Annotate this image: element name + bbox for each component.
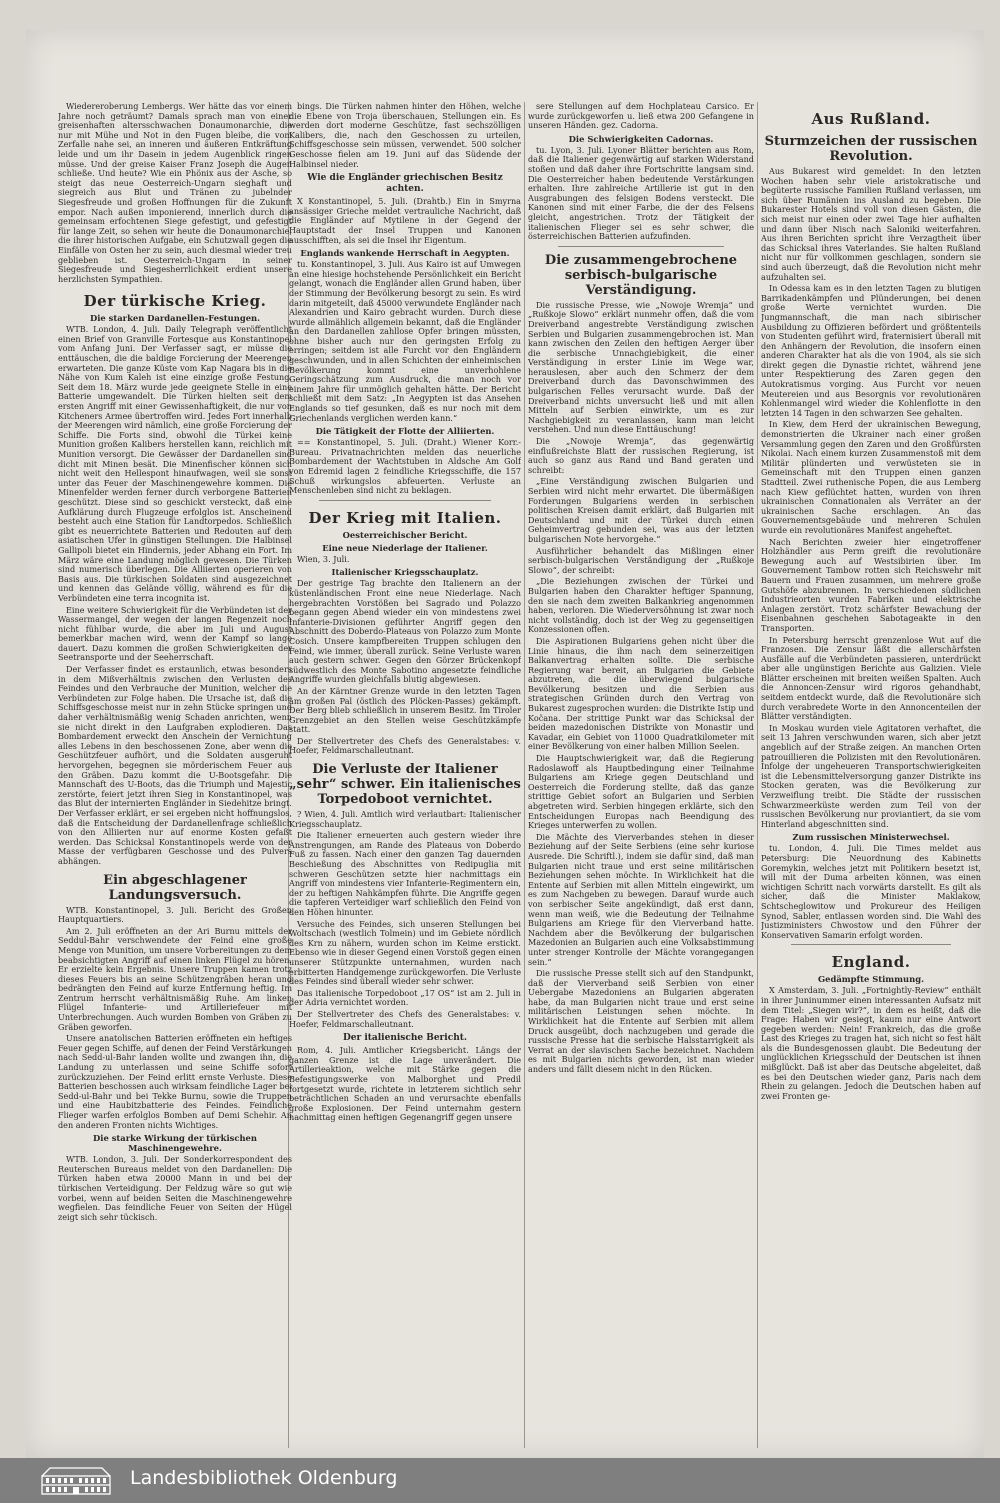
article-subheading: Zum russischen Ministerwechsel. bbox=[792, 832, 950, 843]
section-divider bbox=[791, 944, 951, 945]
article-paragraph: „Die Beziehungen zwischen der Türkei und Bulgarien haben den Charakter heftiger Spannung, den sie nach dem zweiten Balkankrieg angenommen haben, verloren. Die Wiederversöhnung ist zwar noch nicht vollständig, doch ist der Weg zu gegenseitigen Konzessionen offen. bbox=[528, 576, 754, 635]
library-building-icon bbox=[40, 1464, 112, 1496]
article-subheading: Oesterreichischer Bericht. bbox=[342, 529, 468, 540]
article-paragraph: == Konstantinopel, 5. Juli. (Draht.) Wiener Korr.-Bureau. Privatnachrichten melden das neuerliche Bombardement der Wachtstuben in Aldsche Am Golf von Edremid lagen 2 feindliche Kriegsschiffe, die 157 Schuß wirkungslos abfeuerten. Verluste an Menschenleben sind nicht zu beklagen. bbox=[289, 437, 521, 496]
article-paragraph: In Moskau wurden viele Agitatoren verhaftet, die seit 13 Jahren verschwunden waren, sich aber jetzt angeblich auf der Straße zeigen. An manchen Orten patrouillieren die Polizisten mit den Revolutionären. Infolge der ungeheueren Transportschwierigkeiten ist die Lebensmittelversorgung ganzer Distrikte ins Stocken geraten, was die Bevölkerung zur Verzweiflung treibt. Die Städte der russischen Schwarzmeerküste werden zum Teil von der russischen Bevölkerung nur proviantiert, da sie vom Hinterland abgeschnitten sind. bbox=[761, 722, 981, 829]
article-paragraph: Nach Berichten zweier hier eingetroffener Holzhändler aus Perm greift die revolutionäre Bewegung auch auf Westsibirien über. Im Gouvernement Tambow rotten sich Reichswehr mit Bauern und Frauen zusammen, um mehrere große Gutshöfe abzubrennen. In verschiedenen südlichen Industrieorten wurden Fabriken und elektrische Anlagen zerstört. Trotz schärfster Bewachung der Eisenbahnen geschehen Sabotageakte in den Transporten. bbox=[761, 536, 981, 633]
article-paragraph: Eine weitere Schwierigkeit für die Verbündeten ist der Wassermangel, der wegen der langen Regenzeit noch nicht fühlbar wurde, die aber im Juli und August bemerkbar machen wird, wenn der Kampf so lange dauert. Dazu kommen die großen Schwierigkeiten der Seetransporte und der Seeherrschaft. bbox=[58, 604, 292, 663]
column-1 bbox=[58, 102, 292, 1450]
article-subheading: Gedämpfte Stimmung. bbox=[818, 974, 924, 985]
article-paragraph: WTB. London, 4. Juli. Daily Telegraph veröffentlicht einen Brief von Granville Fortesque aus Konstantinopel vom Anfang Juni. Der Verfasser sagt, er müsse die enttäuschen, die die baldige Forcierung der Meerengen erwarteten. Die ganze Küste vom Kap Nagara bis in die Nähe von Kum Kaleh ist eine einzige große Festung. Seit dem 18. März wurde jede geeignete Stelle in eine Batterie umgewandelt. Die Türken hielten seit dem ersten Angriff mit einer Gewissenhaftigkeit, die nur von Kitcheners Armee übertroffen wird. Jedes Fort innerhalb der Meerengen wird nämlich, eine große Forcierung der Schiffe. Die Forts sind, obwohl die Türkei keine Munition großen Kalibers herstellen kann, reichlich mit Munition versorgt. Die Gewässer der Dardanellen sind dicht mit Minen besät. Die Minenfischer können sich nicht weit den Hellespont hinaufwagen, weil sie sonst unter das Feuer der Maschinengewehre kommen. Die Minenfelder werden ferner durch verborgene Batterien geschützt. Diese sind so geschickt versteckt, daß eine Aufklärung durch Flugzeuge erfolglos ist. Anscheinend besteht auch eine Station für Landtorpedos. Schließlich gibt es neuerrichtete Batterien und Redouten auf dem asiatischen Ufer in günstigen Stellungen. Die Halbinsel Gallipoli bietet ein Hindernis, jeder Abhang ein Fort. Im März wäre eine Landung möglich gewesen. Die Türken sind numerisch überlegen. Die Alliierten operieren von Basis aus. Die türkischen Soldaten sind ausgezeichnet und kennen das Gelände völlig, während es für die Verbündeten eine terra incognita ist. bbox=[58, 324, 292, 603]
article-paragraph: Das italienische Torpedoboot „17 OS“ ist am 2. Juli in der Adria vernichtet worden. bbox=[289, 987, 521, 1008]
section-divider bbox=[319, 500, 491, 501]
article-paragraph: X Konstantinopel, 5. Juli. (Drahtb.) Ein in Smyrna ansässiger Grieche meldet vertrauliche Nachricht, daß die Engländer auf Mytilene in der Gegend der Hauptstadt der Insel Truppen und Kanonen ausschifften, als sei die Insel ihr Eigentum. bbox=[289, 196, 521, 245]
article-paragraph: Rom, 4. Juli. Amtlicher Kriegsbericht. Längs der ganzen Grenze ist die Lage unverändert. Die Artillerieaktion, welche mit Stärke gegen die Befestigungswerke von Malborghet und Predil fortgesetzt wurde, richtete in letzterem sichtlich sehr beträchtlichen Schaden an und verursachte ebenfalls große Explosionen. Der Feind unternahm gestern nachmittag einen heftigen Gegenangriff gegen unsere bbox=[289, 1045, 521, 1123]
column-rule bbox=[757, 102, 758, 1448]
section-divider bbox=[558, 246, 724, 247]
article-paragraph: WTB. London, 3. Juli. Der Sonderkorrespondent des Reuterschen Bureaus meldet von den Dardanellen: Die Türken haben etwa 20000 Mann in und bei der türkischen Verteidigung. Der Feldzug wäre so gut wie vorbei, wenn auf beiden Seiten die Maschinengewehre wegfielen. Das feindliche Feuer von Seiten der Hügel zeigt sich sehr tückisch. bbox=[58, 1154, 292, 1222]
section-heading: Aus Rußland. bbox=[811, 110, 931, 128]
article-paragraph: Am 2. Juli eröffneten an der Ari Burnu mittels der Seddul-Bahr verschwendete der Feind eine große Menge von Munition, um unsere Vorbereitungen zu dem beabsichtigten Angriff auf einen linken Flügel zu hören. Er erzielte kein Ergebnis. Unsere Truppen kamen trotz dieses Feuers bis an seine Schützengräben heran und bedrängten den Feind auf kurze Entfernung heftig. Im Zentrum herrscht verhältnismäßig Ruhe. Am linken Flügel Infanterie- und Artilleriefeuer mit Unterbrechungen. Auch wurden Bomben von Gräben zu Gräben geworfen. bbox=[58, 925, 292, 1032]
article-headline: Die Verluste der Italiener „sehr“ schwer. Ein italienisches Torpedoboot vernichtet. bbox=[289, 762, 521, 808]
article-subheading: Italienischer Kriegsschauplatz. bbox=[331, 567, 479, 578]
article-subheading: Eine neue Niederlage der Italiener. bbox=[322, 542, 488, 553]
footer-bar bbox=[0, 1458, 1000, 1503]
article-paragraph: WTB. Konstantinopel, 3. Juli. Bericht des Großen Hauptquartiers. bbox=[58, 904, 292, 925]
article-paragraph: Der Verfasser findet es erstaunlich, etwas besonders in dem Mißverhältnis zwischen den Verlusten des Feindes und den Verbrauche der Munition, welcher die Verbündeten zur Folge haben. Die Ursache ist, daß die Schiffsgeschosse meist nur in zehn Stücke springen und daher verhältnismäßig wenig Schaden anrichten, wenn sie nicht direkt in den Laufgraben explodieren. Das Bombardement erweckt den Anschein der Vernichtung alles Lebens in den beschossenen Zone, aber wenn die Geschützfeuer aufhört, und die Soldaten ausgeruht hervorgehen, begegnen sie mörderischem Feuer aus den Gräben. Dazu kommt die U-Bootsgefahr. Die Mannschaft des U-Boots, das die Triumph und Majestic zerstörte, feiert jetzt ihren Sieg in Konstantinopel, was das Blut der internierten Engländer in Siedehitze bringt. Der Verfasser erklärt, er sei ergeben nicht hoffnungslos, daß die Entscheidung der Dardanellenfrage schließlich von den Alliierten nur auf enorme Kosten gefaßt werden. Das Schicksal Konstantinopels werde von der Masse der verfügbaren Geschosse und des Pulvers abhängen. bbox=[58, 664, 292, 866]
article-paragraph: Die „Nowoje Wremja“, das gegenwärtig einflußreichste Blatt der russischen Regierung, ist auch so ganz aus Rand und Band geraten und schreibt: bbox=[528, 436, 754, 475]
article-subheading: Die starken Dardanellen-Festungen. bbox=[89, 313, 261, 324]
article-paragraph: Unsere anatolischen Batterien eröffneten ein heftiges Feuer gegen Schiffe, auf denen der Feind Verstärkungen nach Sedd-ul-Bahr landen wollte und zwangen ihn, die Landung zu unterlassen und seine Schiffe sofort zurückzuziehen. Der Feind erlitt ernste Verluste. Diese Batterien beschossen auch wirksam feindliche Lager bei Sedd-ul-Bahr und bei Tekke Burnu, sowie die Truppen und eine Haubitzbatterie des Feindes. Feindliche Flieger warfen erfolglos Bomben auf Demi Schehir. An den anderen Fronten nichts Wichtiges. bbox=[58, 1033, 292, 1130]
article-subheading: Englands wankende Herrschaft in Aegypten. bbox=[300, 248, 510, 259]
library-name: Landesbibliothek Oldenburg bbox=[130, 1467, 398, 1489]
article-paragraph: Der Stellvertreter des Chefs des Generalstabes: v. Hoefer, Feldmarschalleutnant. bbox=[289, 1008, 521, 1029]
article-subheading: Die starke Wirkung der türkischen Maschinengewehre. bbox=[93, 1133, 257, 1154]
article-paragraph: Der Stellvertreter des Chefs des Generalstabes: v. Hoefer, Feldmarschalleutnant. bbox=[289, 735, 521, 756]
article-paragraph: tu. London, 4. Juli. Die Times meldet aus Petersburg: Die Neuordnung des Kabinetts Goremykin, welches jetzt mit Politikern besetzt ist, will mit der Duma arbeiten können, was einen wichtigen Schritt nach vorwärts darstellt. Es gilt als sicher, daß die Minister Maklakow, Schtscheglowitow und Prokureur des Heiligen Synod, Sabler, entlassen worden sind. Die Wahl des Justizministers Chwostow und den Führer der Konservativen Samarin erfolgt worden. bbox=[761, 843, 981, 940]
article-paragraph: In Kiew, dem Herd der ukrainischen Bewegung, demonstrierten die Ukrainer nach einer großen Versammlung gegen den Zaren und den Großfürsten Nikolai. Nach einem kurzen Zusammenstoß mit dem Militär plünderten und verwüsteten sie in Gemeinschaft mit den Truppen einen ganzen Stadtteil. Zwei ruthenische Popen, die aus Lemberg nach Kiew geflüchtet hatten, wurden von ihren ukrainischen Connationalen als Verräter an der ukrainischen Sache erschlagen. An das Gouvernementsgebäude und mehreren Schulen wurde ein revolutionäres Manifest angeheftet. bbox=[761, 419, 981, 535]
article-subheading: Der italienische Bericht. bbox=[342, 1033, 468, 1044]
article-paragraph: Die russische Presse stellt sich auf den Standpunkt, daß der Vierverband seiß Serbien von einer Uebergabe Mazedoniens an Bulgarien abgeraten habe, da man Bulgarien nicht traue und erst seine militärischen Leistungen sehen möchte. In Wirklichkeit hat die Entente auf Serbien mit allem Druck ausgeübt, doch nachzugeben und gerade die russische Presse hat die serbische Halsstarrigkeit als Verrat an der slavischen Sache bezeichnet. Nachdem es mit Bulgarien nichts geworden, ist man wieder anders und fällt diesem nicht in den Rücken. bbox=[528, 968, 754, 1075]
article-paragraph: An der Kärntner Grenze wurde in den letzten Tagen am großen Pal (östlich des Plöcken-Passes) gekämpft. Der Berg blieb schließlich in unserem Besitz. Im Tiroler Grenzgebiet an den Stellen weise Geschützkämpfe statt. bbox=[289, 685, 521, 735]
article-subheading: Die Tätigkeit der Flotte der Alliierten. bbox=[315, 426, 495, 437]
article-paragraph: Der gestrige Tag brachte den Italienern an der küstenländischen Front eine neue Niederlage. Nach hergebrachten Vorstößen bei Sagrado und Polazzo begann gegen Abend wieder ein von mindestens zwei Infanterie-Divisionen geführter Angriff gegen den Abschnitt des Doberdo-Plateaus von Polazzo zum Monte Cosich. Unsere kampfbereiten Truppen schlugen den Feind, wie immer, überall zurück. Seine Verluste waren auch gestern schwer. Gegen den Görzer Brückenkopf südwestlich des Monte Sabotino angesetzte feindliche Angriffe wurden gleichfalls blutig abgewiesen. bbox=[289, 578, 521, 685]
article-paragraph: ? Wien, 4. Juli. Amtlich wird verlautbart: Italienischer Kriegsschauplatz. bbox=[289, 809, 521, 829]
article-paragraph: Die russische Presse, wie „Nowoje Wremja“ und „Rußkoje Slowo“ erklärt nunmehr offen, daß die vom Dreiverband angestrebte Verständigung zwischen Serbien und Bulgarien zusammengebrochen ist. Man kann zwischen den Zeilen den heftigen Aerger über die serbische Unnachgiebigkeit, die einer Verständigung in erster Linie im Wege war, herauslesen, aber auch den Schmerz der dem Dreiverband durch das Davonschwimmen des bulgarischen Felles verursacht wurde. Daß der Dreiverband nichts unversucht ließ und mit allen Mitteln auf Serbien einwirkte, um es zur Nachgiebigkeit zu veranlassen, kann man leicht verstehen. Und nun diese Enttäuschung! bbox=[528, 299, 754, 435]
section-heading: Der Krieg mit Italien. bbox=[308, 508, 502, 527]
article-paragraph: tu. Lyon, 3. Juli. Lyoner Blätter berichten aus Rom, daß die Italiener gegenwärtig auf starken Widerstand stoßen und daß daher ihre Fortschritte langsam sind. Die Oesterreicher haben bedeutende Verstärkungen erhalten. Ihre zahlreiche Artillerie ist gut in den Ausgrabungen des felsigen Bodens versteckt. Die Kanonen sind mit einer Farbe, die der des Felsens gleicht, angestrichen. Trotz der Tätigkeit der italienischen Flieger sei es sehr schwer, die österreichischen Batterien aufzufinden. bbox=[528, 144, 754, 242]
article-paragraph: „Eine Verständigung zwischen Bulgarien und Serbien wird nicht mehr erwartet. Die übermäßigen Forderungen Bulgariens werden in serbischen politischen Kreisen damit erklärt, daß Bulgarien mit Deutschland und mit der Türkei durch einen Geheimvertrag gebunden sei, was aus der letzten bulgarischen Note hervorgehe.“ bbox=[528, 476, 754, 544]
article-subheading: Die Schwierigkeiten Cadornas. bbox=[568, 133, 714, 144]
column-2 bbox=[289, 102, 521, 1450]
newspaper-page bbox=[26, 30, 984, 1458]
article-paragraph: sere Stellungen auf dem Hochplateau Carsico. Er wurde zurückgeworfen u. ließ etwa 200 Gefangene in unseren Händen. gez. Cadorna. bbox=[528, 102, 754, 131]
article-paragraph: bings. Die Türken nahmen hinter den Höhen, welche die Ebene von Troja überschauen, Stellungen ein. Es werden dort moderne Geschütze, fast sechszölligen Kalibers, die, nach den Geschossen zu urteilen, Schiffsgeschosse sein müssen, verwendet. 500 solcher Geschosse fielen am 19. Juni auf das Südende der Halbinsel nieder. bbox=[289, 102, 521, 169]
article-paragraph: Die Hauptschwierigkeit war, daß die Regierung Radoslawoff als Hauptbedingung einer Teilnahme Bulgariens am Kriege gegen Deutschland und Oesterreich die Forderung stellte, daß das ganze strittige Gebiet sofort an Bulgarien und Serbien abgetreten wird. Serbien hingegen erklärte, sich den Entscheidungen Europas nach Beendigung des Krieges unterwerfen zu wollen. bbox=[528, 753, 754, 831]
section-heading: England. bbox=[831, 953, 911, 972]
article-paragraph: Die Aspirationen Bulgariens gehen nicht über die Linie hinaus, die ihm nach dem seinerzeitigen Balkanvertrag erhalten sollte. Die serbische Regierung war bereit, an Bulgarien die Gebiete abzutreten, die die überwiegend bulgarische Bevölkerung besitzen und die Serbien aus strategischen Gründen durch den Vertrag von Bukarest zugesprochen wurden: die Distrikte Istip und Kočana. Der strittige Punkt war das Schicksal der beiden mazedonischen Distrikte von Monastir und Kavadar, ein Gebiet von 11000 Quadratkilometer mit einer Bevölkerung von einer halben Million Seelen. bbox=[528, 635, 754, 752]
article-paragraph: In Odessa kam es in den letzten Tagen zu blutigen Barrikadenkämpfen und Plünderungen, bei denen große Werte vernichtet wurden. Die Jungmannschaft, die man nach sibirischer Ausbildung zu Offizieren befördert und größtenteils von Studenten geführt wird, fraternisiert überall mit den Anhängern der Revolution, die insofern einen anderen Charakter hat als die von 1904, als sie sich direkt gegen die Dynastie richtet, während jene unter Respektierung des Zaren gegen den Autokratismus vorging. Aus Furcht vor neuen Meutereien und aus Besorgnis vor revolutionären Kohlenmangel wird wieder die Kohlenflotte in den letzten 14 Tagen in den schwarzen See gehalten. bbox=[761, 283, 981, 418]
column-4 bbox=[761, 102, 981, 1450]
article-paragraph: Die Italiener erneuerten auch gestern wieder ihre Anstrengungen, am Rande des Plateaus von Doberdo Fuß zu fassen. Nach einer den ganzen Tag dauernden Beschießung des Abschnittes von Redipuglia mit schweren Geschützen setzte hier nachmittags ein Angriff von mindestens vier Infanterie-Regimentern ein, der zu heftigen Nahkämpfen führte. Die Angriffe gegen die tapferen Verteidiger warf schließlich den Feind von den Höhen hinunter. bbox=[289, 830, 521, 917]
article-paragraph: Die Mächte des Vierverbandes stehen in dieser Beziehung auf der Seite Serbiens (eine sehr kuriose Ausrede. Die Schriftl.), indem sie dafür sind, daß man Bulgarien nicht traue und erst seine militärischen Beziehungen sehen möchte. In Wirklichkeit hat die Entente auf Serbien mit allen Mitteln eingewirkt, um es zum Nachgeben zu bewegen. Darauf wurde auch von serbischer Seite angekündigt, daß erst dann, wenn man weiß, wie die Bedeutung der Teilnahme Bulgariens am Kriege für den Vierverband hatte. Nachdem aber die Bevölkerung der bulgarischen Mazedonien an Bulgarien auch eine Volksabstimmung unter strenger Kontrolle der Mächte vorangegangen sein.“ bbox=[528, 831, 754, 967]
article-subheading: Wie die Engländer griechischen Besitz achten. bbox=[307, 173, 503, 195]
section-heading: Der türkische Krieg. bbox=[83, 292, 267, 311]
article-paragraph: X Amsterdam, 3. Juli. „Fortnightly-Review“ enthält in ihrer Juninummer einen interessanten Aufsatz mit dem Titel: „Siegen wir?“, in dem es heißt, daß die Frage: Haben wir gesiegt, kaum nur eine Antwort gegeben werden: Nein! Frankreich, das die große Last des Krieges zu tragen hat, sich nicht so fest hält als die Bundesgenossen glaubt. Die Bedeutung der unglücklichen Kriegsschuld der Deutschen ist ihnen mißglückt. Daß ist aber das Deutsche abgeleitet, daß es bei den Deutschen wieder ganz, Paris nach dem Rhein zu gelangen. Jedoch die Deutschen haben auf zwei Fronten ge- bbox=[761, 985, 981, 1101]
article-paragraph: Wien, 3. Juli. bbox=[297, 553, 350, 564]
article-paragraph: tu. Konstantinopel, 3. Juli. Aus Kairo ist auf Umwegen an eine hiesige hochstehende Persönlichkeit ein Bericht gelangt, wonach die Engländer allen Grund haben, über der Stimmung der Bevölkerung besorgt zu sein. Es wird darin mitgeteilt, daß 45000 verwundete Engländer nach Alexandrien und Kairo gebracht wurden. Durch diese wurde allmählich allgemein bekannt, daß die Engländer an den Dardanellen zahllose Opfer bringen müssten, ohne bisher auch nur den geringsten Erfolg zu erringen; seitdem ist alle Furcht vor den Engländern geschwunden, und in allen Schichten der einheimischen Bevölkerung kommt eine unverhohlene Geringschätzung zum Ausdruck, die man noch vor einem Jahre für unmöglich gehalten hätte. Der Bericht schließt mit dem Satz: „In Aegypten ist das Ansehen Englands so tief gesunken, daß es nur noch mit dem Griechenlands verglichen werden kann.“ bbox=[289, 259, 521, 423]
article-headline: Die zusammengebrochene serbisch-bulgarische Verständigung. bbox=[544, 252, 738, 298]
article-paragraph: Versuche des Feindes, sich unseren Stellungen bei Woltschach (westlich Tolmein) und im Gebiete nördlich des Krn zu nähern, wurden schon im Keime erstickt. Ebenso wie in dieser Gegend einen Vorstoß gegen einen unserer Stützpunkte unternahmen, wurden nach erbitterten Handgemenge zurückgeworfen. Die Verluste des Feindes sind überall wieder sehr schwer. bbox=[289, 918, 521, 987]
article-paragraph: Ausführlicher behandelt das Mißlingen einer serbisch-bulgarischen Verständigung der „Rußkoje Slowo“, der schreibt: bbox=[528, 545, 754, 575]
column-3 bbox=[528, 102, 754, 1450]
article-paragraph: Wiedereroberung Lembergs. Wer hätte das vor einem Jahre noch geträumt? Damals sprach man von einer greisenhaften altersschwachen Donaumonarchie, die nur mit Mühe und Not in den Fugen bleibe, die vom Zerfalle nahe sei, an inneren und äußeren Entkräftung leide und um ihr Dasein in jedem Augenblick ringen müsse. Und der greise Kaiser Franz Joseph die Augen schließe. Und heute? Wie ein Phönix aus der Asche, so steigt das neue Oesterreich-Ungarn sieghaft und siegreich aus Blut und Tränen zu jubelnder Siegesfreude und großen Hoffnungen für die Zukunft empor. Nach außen imponierend, innerlich durch die gemeinsam erfochtenen Siege gefestigt, und gefestigt für lange Zeit, so sehen wir heute die Donaumonarchie, die ihrer historischen Aufgabe, ein Schutzwall gegen die Einfälle von Osten her zu sein, auch diesmal wieder treu geblieben ist. Oesterreich-Ungarn in seiner Siegesfreude und Siegesherrlichkeit erdient unsere herzlichsten Sympathien. bbox=[58, 102, 292, 284]
article-headline: Sturmzeichen der russischen Revolution. bbox=[764, 134, 978, 164]
article-paragraph: Aus Bukarest wird gemeldet: In den letzten Wochen haben sehr viele aristokratische und begüterte russische Familien Rußland verlassen, um sich über Rumänien ins Ausland zu begeben. Die Bukarester Hotels sind voll von diesen Gästen, die sich meist nur einen oder zwei Tage hier aufhalten und dann über Nisch nach Saloniki weiterfahren. Aus ihren Berichten spricht ihre Verzagtheit über das Schicksal ihres Vaterlandes. Sie halten Rußland nicht nur für vollkommen geschlagen, sondern sie sind auch überzeugt, daß die Revolution nicht mehr aufzuhalten sei. bbox=[761, 166, 981, 282]
column-rule bbox=[524, 102, 525, 1448]
article-headline: Ein abgeschlagener Landungsversuch. bbox=[103, 872, 247, 903]
article-paragraph: In Petersburg herrscht grenzenlose Wut auf die Franzosen. Die Zensur läßt die allerschärfsten Ausfälle auf die Verbündeten passieren, unterdrückt aber alle ungünstigen Berichte aus Galizien. Viele Blätter erscheinen mit breiten weißen Spalten. Auch die Annoncen-Zensur wird rigoros gehandhabt, seitdem entdeckt wurde, daß die Revolutionäre sich durch verabredete Worte in den Annoncenteilen der Blätter verständigten. bbox=[761, 634, 981, 722]
